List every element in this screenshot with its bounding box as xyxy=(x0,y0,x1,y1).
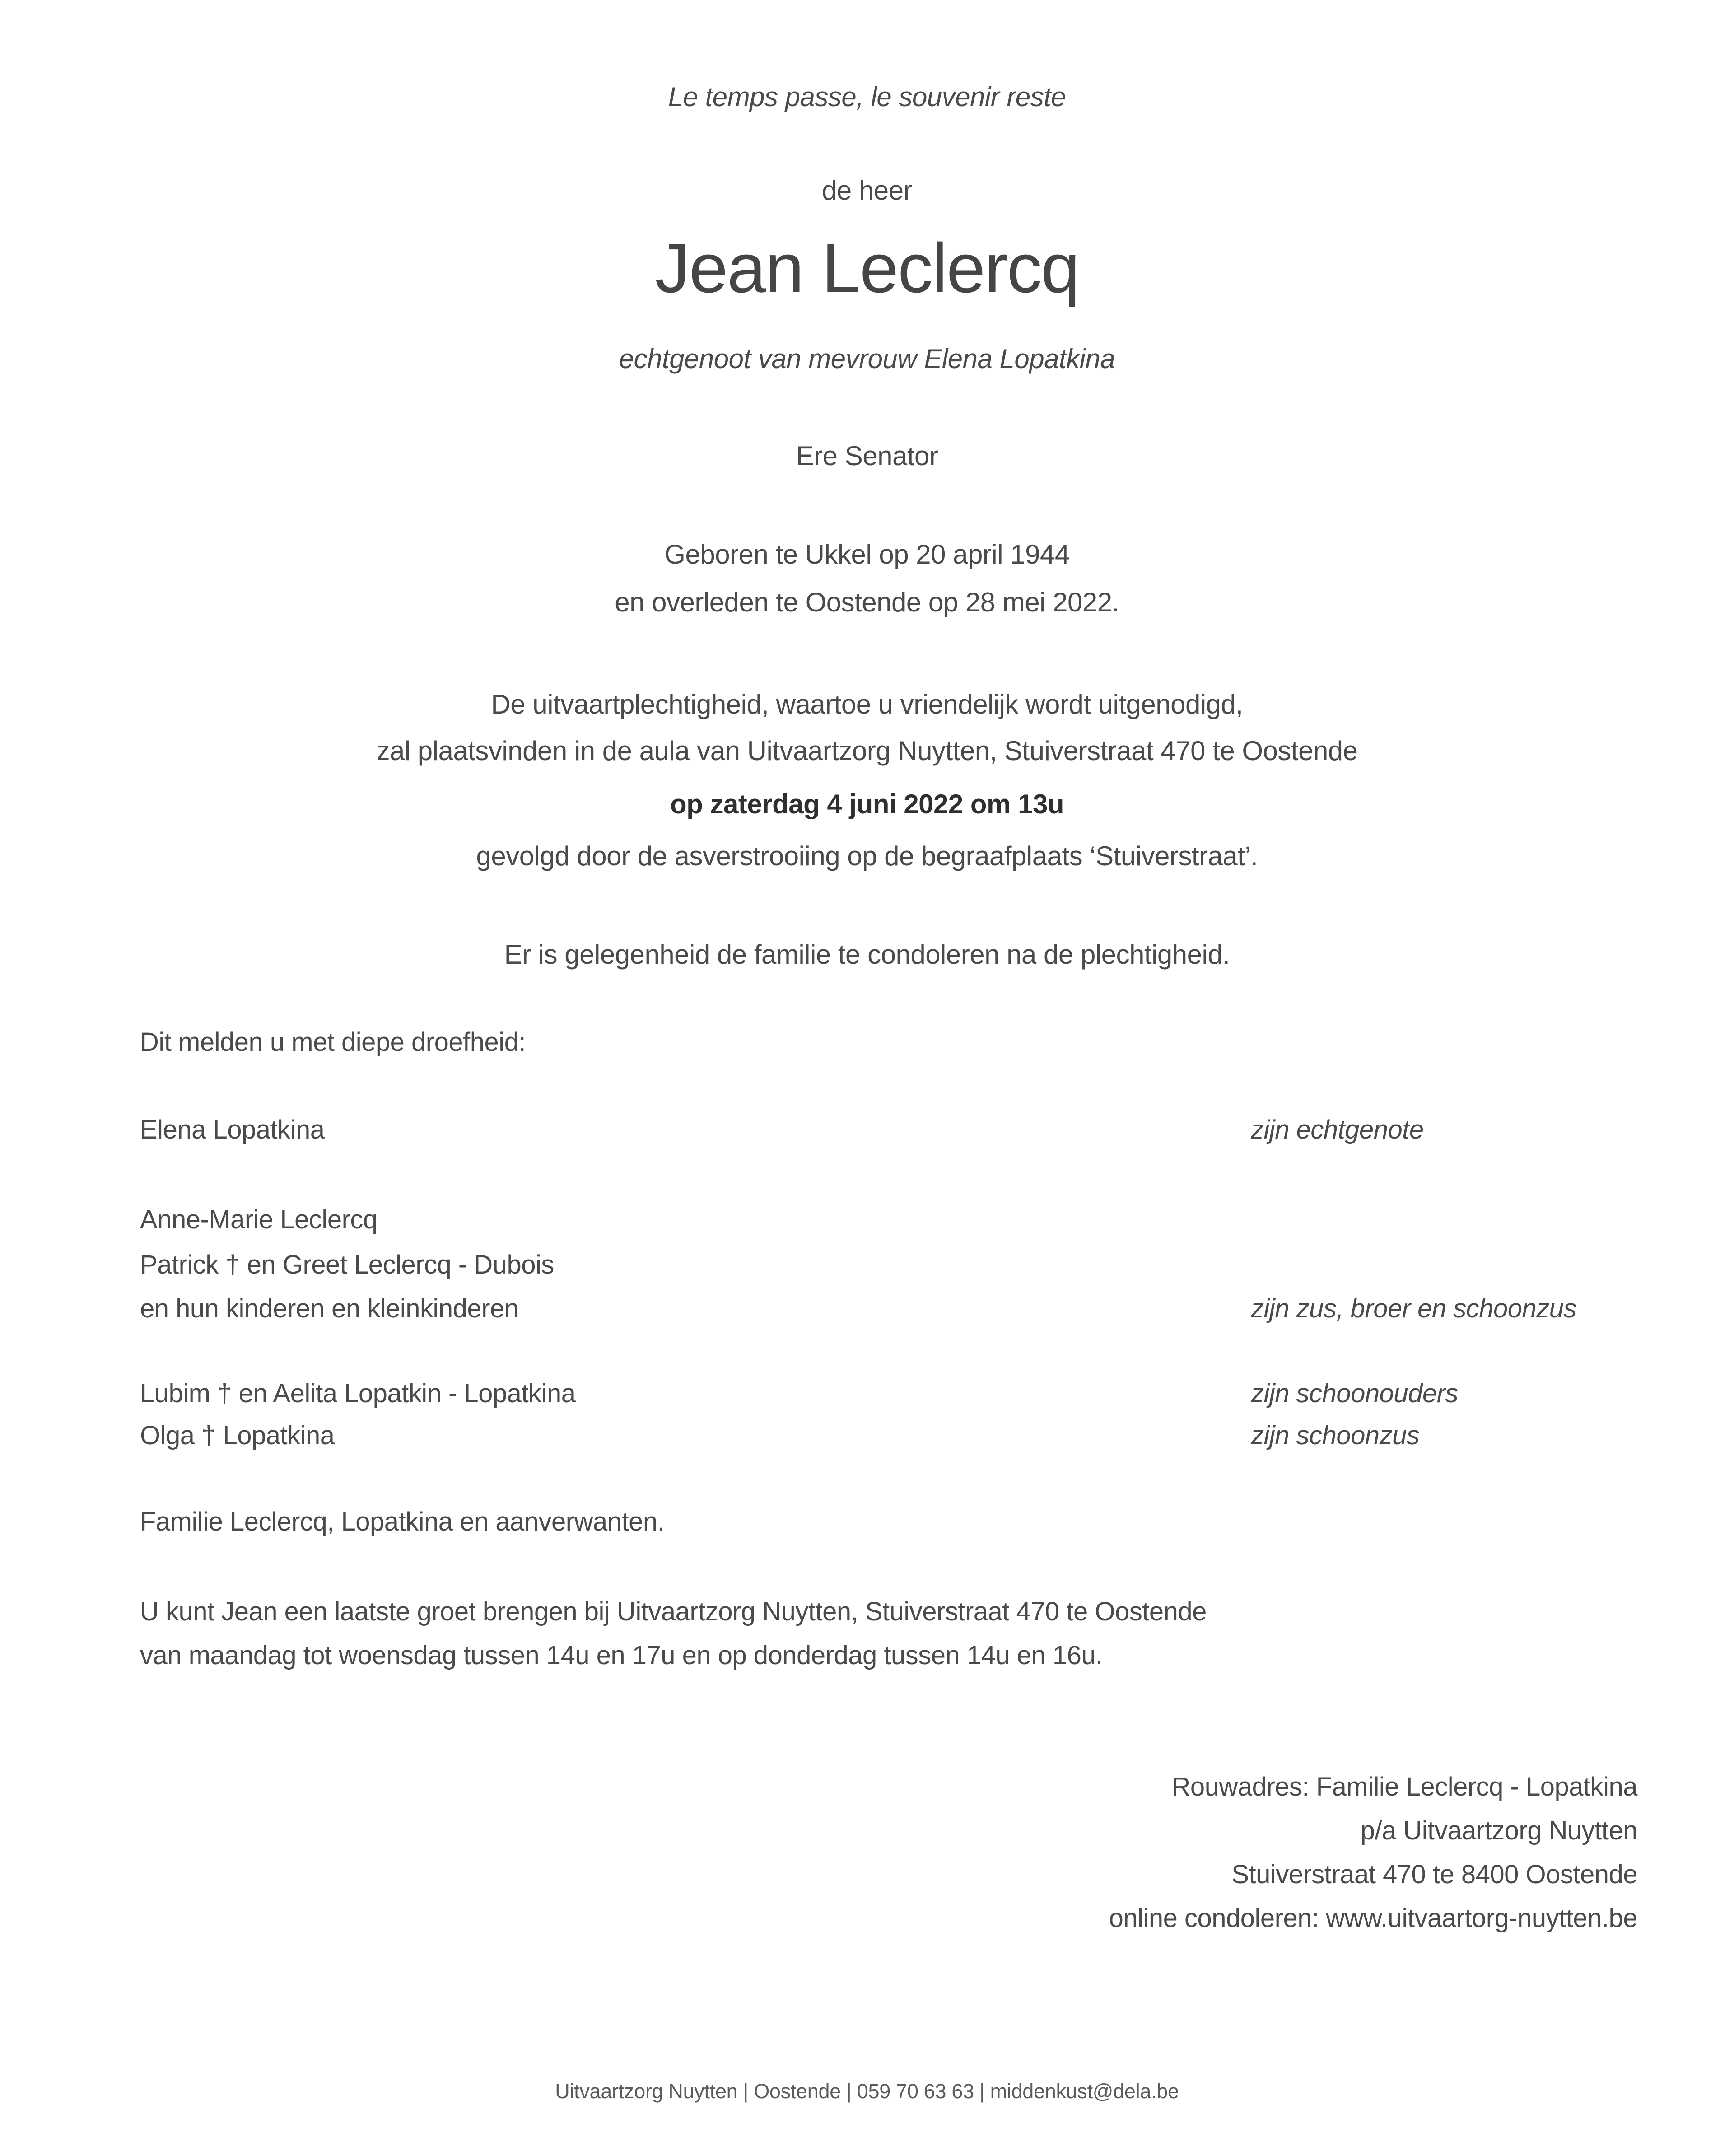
ceremony-scattering-line: gevolgd door de asverstrooiing op de begraafplaats ‘Stuiverstraat’. xyxy=(476,841,1258,871)
ceremony-invitation-line: De uitvaartplechtigheid, waartoe u vriendelijk wordt uitgenodigd, xyxy=(491,689,1243,719)
funeral-home-footer: Uitvaartzorg Nuytten | Oostende | 059 70 63 63 | middenkust@dela.be xyxy=(555,2080,1179,2103)
mourning-address-line: Stuiverstraat 470 te 8400 Oostende xyxy=(1231,1860,1637,1889)
announcement-intro: Dit melden u met diepe droefheid: xyxy=(140,1027,526,1057)
family-member-name: Anne-Marie Leclercq xyxy=(140,1205,378,1234)
visitation-line-1: U kunt Jean een laatste groet brengen bij Uitvaartzorg Nuytten, Stuiverstraat 470 te Oostende xyxy=(140,1597,1207,1626)
family-relation-label: zijn schoonzus xyxy=(1251,1421,1420,1450)
memorial-quote: Le temps passe, le souvenir reste xyxy=(668,82,1066,112)
online-condolence-line: online condoleren: www.uitvaartorg-nuytten.be xyxy=(1109,1904,1637,1933)
family-member-name: Lubim † en Aelita Lopatkin - Lopatkina xyxy=(140,1379,576,1408)
family-member-name: Patrick † en Greet Leclercq - Dubois xyxy=(140,1250,554,1279)
spouse-line: echtgenoot van mevrouw Elena Lopatkina xyxy=(619,344,1115,374)
ceremony-location-line: zal plaatsvinden in de aula van Uitvaartzorg Nuytten, Stuiverstraat 470 te Oostende xyxy=(376,736,1358,766)
family-member-name: Elena Lopatkina xyxy=(140,1115,325,1144)
family-member-name: Familie Leclercq, Lopatkina en aanverwanten. xyxy=(140,1507,665,1536)
ceremony-datetime-line: op zaterdag 4 juni 2022 om 13u xyxy=(670,789,1064,819)
deceased-name: Jean Leclercq xyxy=(655,229,1079,307)
honor-title: Ere Senator xyxy=(796,441,938,471)
family-relation-label: zijn zus, broer en schoonzus xyxy=(1251,1294,1577,1323)
condolence-line: Er is gelegenheid de familie te condoleren na de plechtigheid. xyxy=(504,939,1230,970)
family-relation-label: zijn echtgenote xyxy=(1251,1115,1424,1144)
family-relation-label: zijn schoonouders xyxy=(1251,1379,1459,1408)
family-member-name: Olga † Lopatkina xyxy=(140,1421,335,1450)
death-line: en overleden te Oostende op 28 mei 2022. xyxy=(615,587,1119,617)
mourning-address-line: Rouwadres: Familie Leclercq - Lopatkina xyxy=(1171,1772,1637,1801)
birth-line: Geboren te Ukkel op 20 april 1944 xyxy=(664,539,1070,569)
mourning-address-line: p/a Uitvaartzorg Nuytten xyxy=(1360,1816,1637,1845)
visitation-line-2: van maandag tot woensdag tussen 14u en 17u en op donderdag tussen 14u en 16u. xyxy=(140,1641,1103,1670)
honorific: de heer xyxy=(822,175,912,205)
family-member-name: en hun kinderen en kleinkinderen xyxy=(140,1294,519,1323)
